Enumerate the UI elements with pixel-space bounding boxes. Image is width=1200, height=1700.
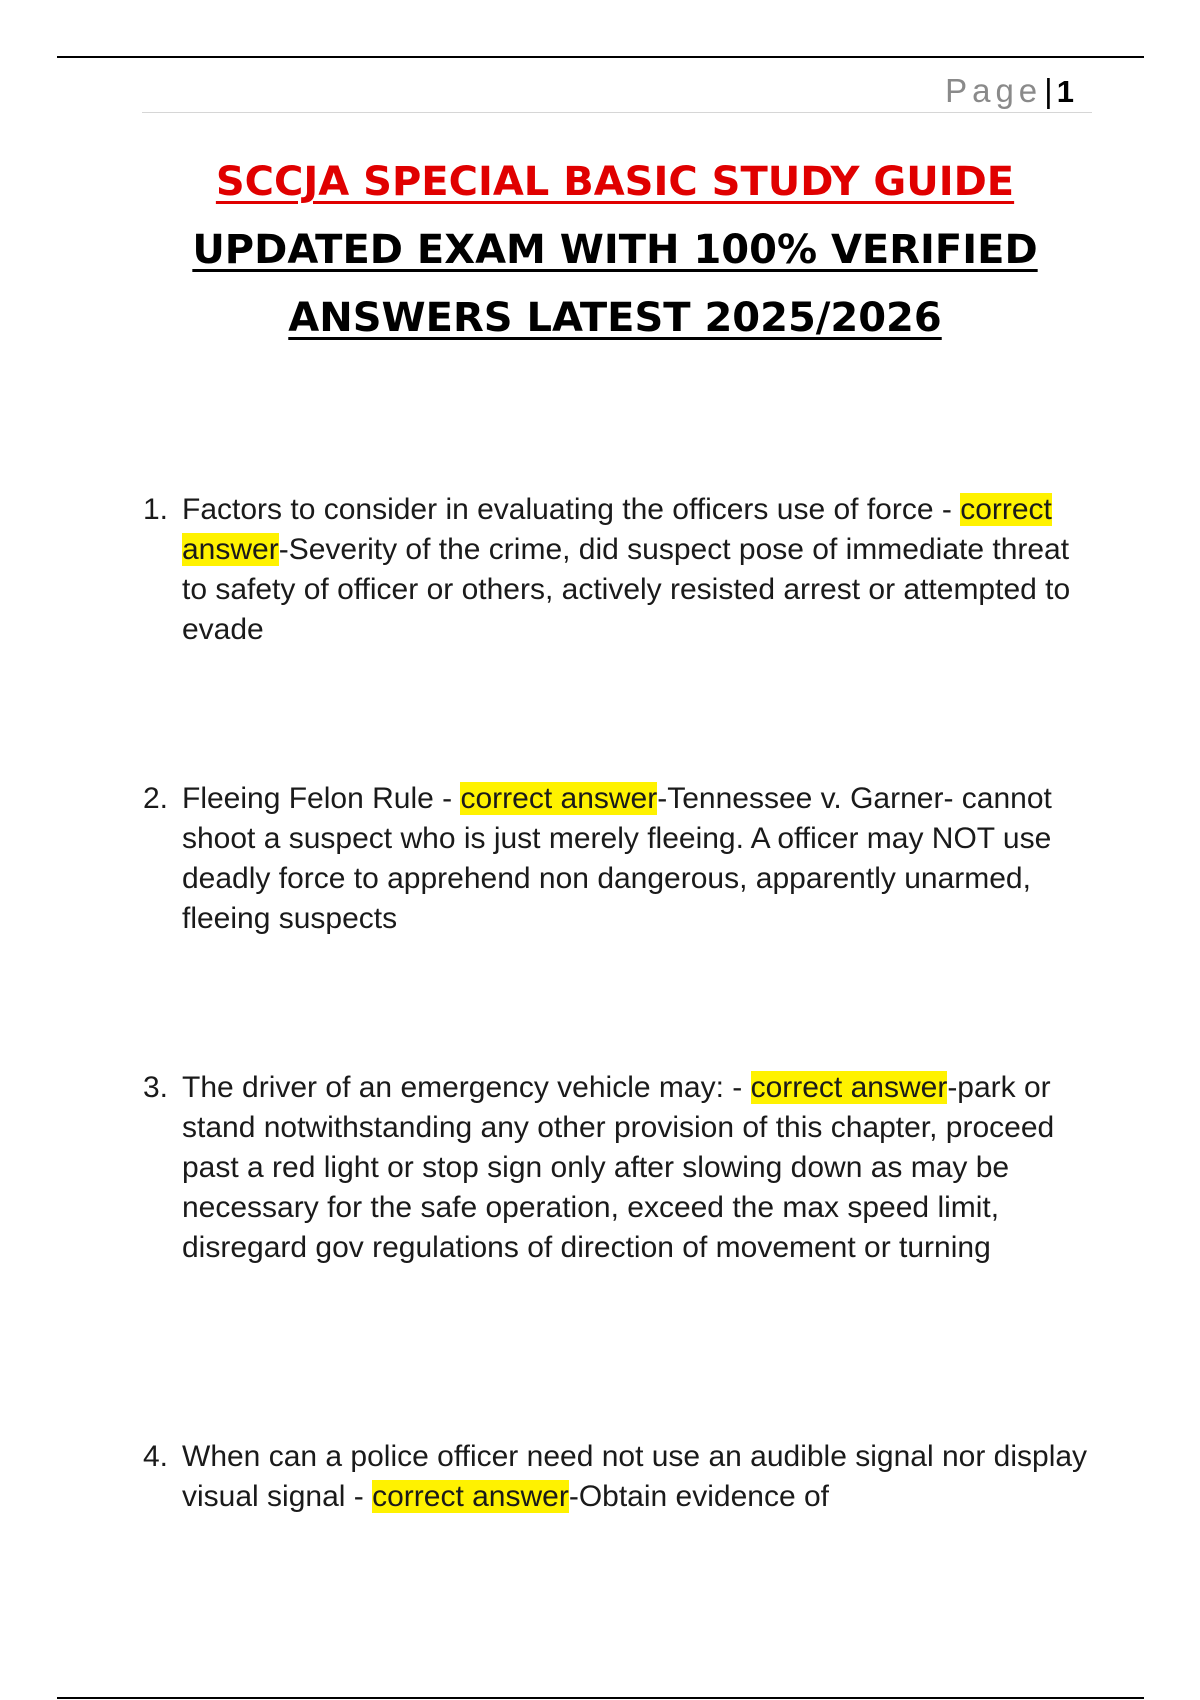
question-prompt: When can a police officer need not use an audible signal nor display visual signal - xyxy=(182,1440,1088,1513)
answer-text: -Obtain evidence of xyxy=(568,1480,829,1513)
title-red-part: SCCJA SPECIAL BASIC STUDY GUIDE xyxy=(215,159,1015,205)
question-number: 3. xyxy=(143,1071,169,1104)
bottom-rule xyxy=(57,1697,1144,1699)
page-header xyxy=(142,72,1092,113)
question-text xyxy=(182,1068,1093,1268)
document-title xyxy=(120,148,1110,352)
answer-label: correct answer xyxy=(182,493,1052,566)
question-prompt: The driver of an emergency vehicle may: - xyxy=(182,1071,743,1104)
question-item xyxy=(143,1068,1093,1268)
page-label: Page xyxy=(945,72,1043,109)
answer-text: -Severity of the crime, did suspect pose of immediate threat to safety of officer or others, actively resisted arrest or attempted to evade xyxy=(182,533,1071,646)
question-item xyxy=(143,490,1093,650)
answer-label: correct answer xyxy=(372,1480,569,1513)
question-number: 4. xyxy=(143,1440,169,1473)
page-separator: | xyxy=(1044,72,1053,109)
top-rule xyxy=(57,56,1144,58)
question-text xyxy=(182,779,1093,939)
question-text xyxy=(182,1437,1093,1517)
question-text xyxy=(182,490,1093,650)
question-number: 1. xyxy=(143,493,169,526)
page-number: 1 xyxy=(1056,74,1074,109)
question-item xyxy=(143,1437,1093,1517)
answer-label: correct answer xyxy=(750,1071,948,1104)
answer-text: -Tennessee v. Garner- cannot shoot a suspect who is just merely fleeing. A officer may NOT use deadly force to apprehend non dangerous, apparently unarmed, fleeing suspects xyxy=(182,782,1052,935)
answer-text: -park or stand notwithstanding any other provision of this chapter, proceed past a red light or stop sign only after slowing down as may be necessary for the safe operation, exceed the max speed limit, disregard gov regulations of direction of movement or turning xyxy=(182,1071,1055,1264)
answer-label: correct answer xyxy=(460,782,658,815)
question-item xyxy=(143,779,1093,939)
question-prompt: Factors to consider in evaluating the officers use of force - xyxy=(182,493,952,526)
question-number: 2. xyxy=(143,782,169,815)
question-prompt: Fleeing Felon Rule - xyxy=(182,782,453,815)
title-black-part: UPDATED EXAM WITH 100% VERIFIED ANSWERS LATEST 2025/2026 xyxy=(192,227,1038,341)
